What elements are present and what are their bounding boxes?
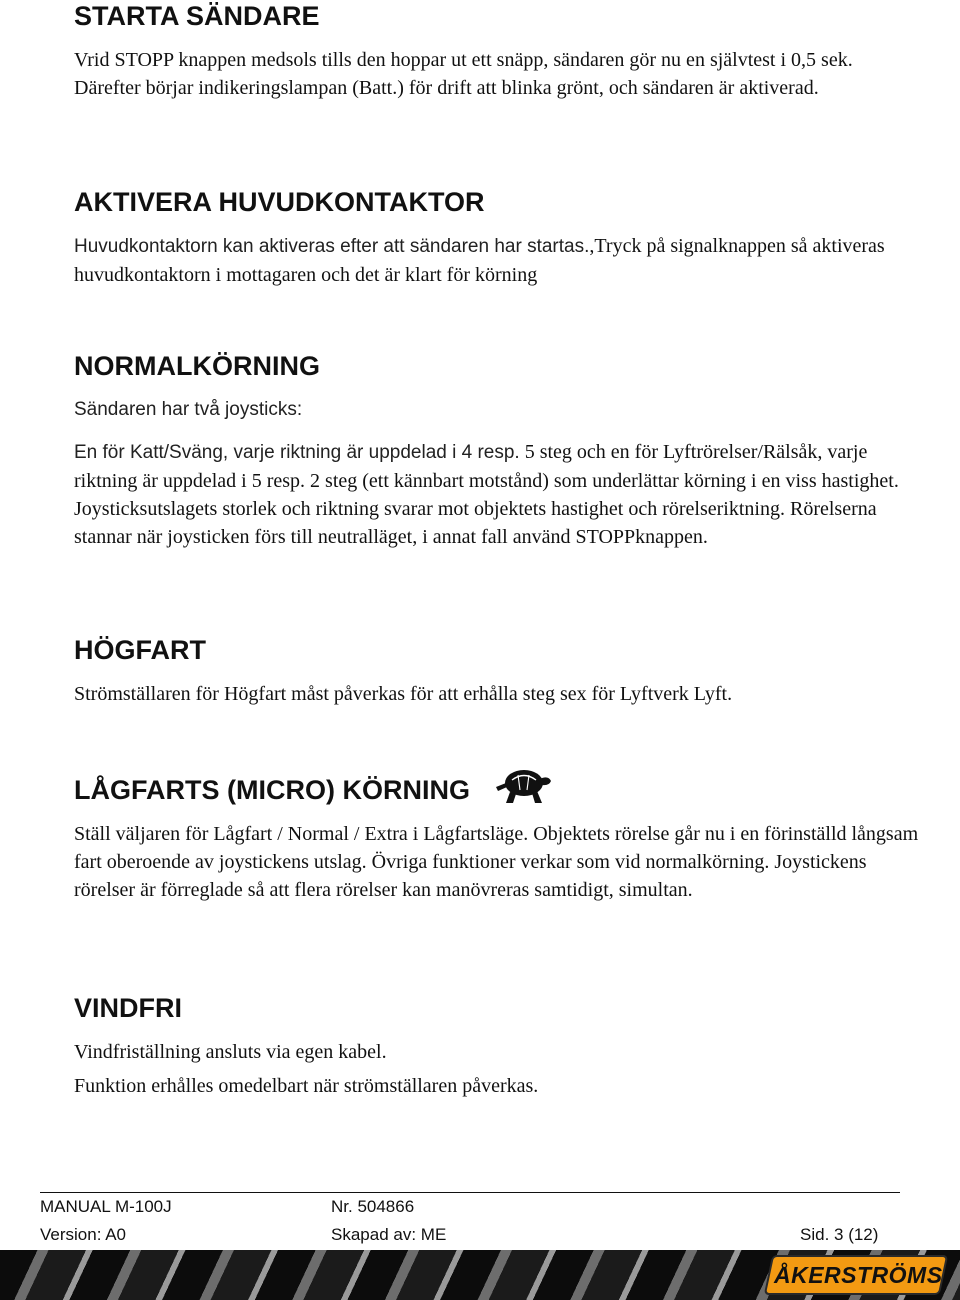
heading-hogfart: HÖGFART	[74, 635, 206, 665]
paragraph-starta-sandare: Vrid STOPP knappen medsols tills den hoppar ut ett snäpp, sändaren gör nu en självtest i 0,5 sek. Därefter börjar indikeringslampan (Batt.) för drift att blinka grönt, och sändaren är aktiverad.	[74, 49, 853, 99]
text-aktivera-serif: ,Tryck på signalknappen så aktiveras huvudkontaktorn i mottagaren och det är klart för körning	[74, 235, 885, 286]
heading-starta-sandare: STARTA SÄNDARE	[74, 1, 320, 31]
paragraph-aktivera-huvudkontaktor	[74, 232, 920, 289]
footer-page-number: Sid. 3 (12)	[800, 1225, 879, 1244]
paragraph-normalkorning-body	[74, 438, 920, 551]
heading-aktivera-huvudkontaktor: AKTIVERA HUVUDKONTAKTOR	[74, 187, 485, 217]
paragraph-vindfri-line1: Vindfriställning ansluts via egen kabel.	[74, 1041, 387, 1063]
footer-skapad: Skapad av: ME	[331, 1225, 447, 1244]
text-normal-serif: 5 steg och en för Lyftrörelser/Rälsåk, varje riktning är uppdelad i 5 resp. 2 steg (ett kännbart motstånd) som underlättar körning i en viss hastighet. Joysticksutslagets storlek och riktning svarar mot objektets hastighet och rörelseriktning. Rörelserna stannar när joysticken förs till neutralläget, i annat fall använd STOPPknappen.	[74, 441, 899, 548]
heading-lagfarts-korning: LÅGFARTS (MICRO) KÖRNING	[74, 775, 470, 805]
footer-version: Version: A0	[40, 1225, 127, 1244]
footer-manual: MANUAL M-100J	[40, 1197, 172, 1216]
turtle-icon	[494, 766, 552, 806]
paragraph-lagfarts-korning: Ställ väljaren för Lågfart / Normal / Extra i Lågfartsläge. Objektets rörelse går nu i en förinställd långsam fart oberoende av joystickens utslag. Övriga funktioner verkar som vid normalkörning. Joystickens rörelser är förreglade så att flera rörelser kan manövreras samtidigt, simultan.	[74, 823, 919, 901]
paragraph-vindfri-line2: Funktion erhålles omedelbart när strömställaren påverkas.	[74, 1075, 539, 1097]
brand-logo-text: ÅKERSTRÖMS	[774, 1262, 943, 1288]
footer-nr: Nr. 504866	[331, 1197, 415, 1216]
text-aktivera-sans: Huvudkontaktorn kan aktiveras efter att sändaren har startas.	[74, 236, 590, 257]
heading-normalkorning: NORMALKÖRNING	[74, 351, 320, 381]
paragraph-normalkorning-intro: Sändaren har två joysticks:	[74, 399, 303, 420]
footer-divider	[40, 1192, 900, 1193]
paragraph-hogfart: Strömställaren för Högfart måst påverkas för att erhålla steg sex för Lyftverk Lyft.	[74, 683, 733, 705]
text-normal-sans: En för Katt/Sväng, varje riktning är uppdelad i 4 resp.	[74, 442, 520, 463]
heading-vindfri: VINDFRI	[74, 993, 182, 1023]
